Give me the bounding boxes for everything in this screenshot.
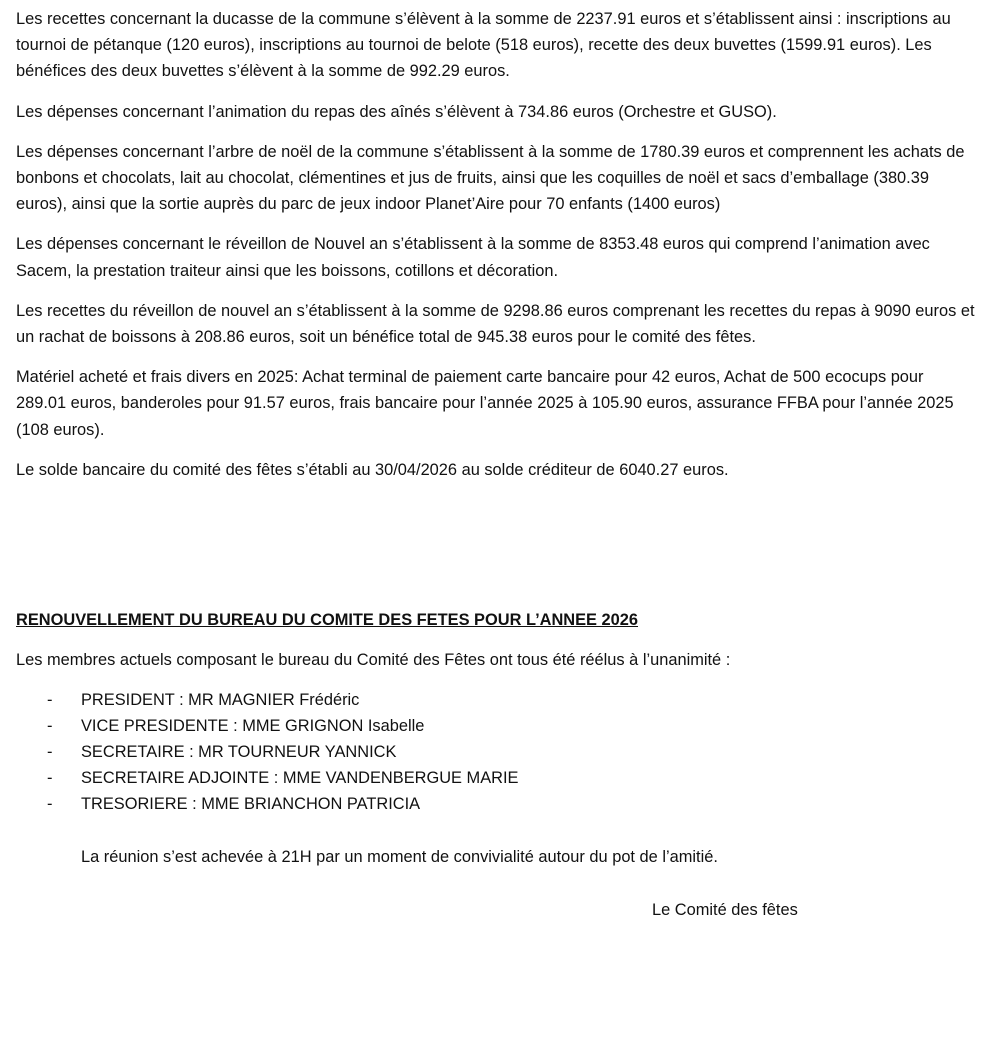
list-item <box>16 765 518 791</box>
paragraph-ducasse-recettes: Les recettes concernant la ducasse de la commune s’élèvent à la somme de 2237.91 euros et s’établissent ainsi : inscriptions au tournoi de pétanque (120 euros), inscriptions au tournoi de belote (518 euros), recette des deux buvettes (1599.91 euros). Les bénéfices des deux buvettes s’élèvent à la somme de 992.29 euros. <box>16 10 951 81</box>
list-item <box>16 713 518 739</box>
member-secretaire: SECRETAIRE : MR TOURNEUR YANNICK <box>81 743 397 761</box>
bullet-dash: - <box>47 795 53 813</box>
closing-sentence: La réunion s’est achevée à 21H par un moment de convivialité autour du pot de l’amitié. <box>81 848 718 866</box>
paragraph-arbre-noel: Les dépenses concernant l’arbre de noël de la commune s’établissent à la somme de 1780.39 euros et comprennent les achats de bonbons et chocolats, lait au chocolat, clémentines et jus de fruits, ainsi que les coquilles de noël et sacs d’emballage (380.39 euros), ainsi que la sortie auprès du parc de jeux indoor Planet’Aire pour 70 enfants (1400 euros) <box>16 142 965 214</box>
bullet-dash: - <box>47 691 53 709</box>
section-intro: Les membres actuels composant le bureau du Comité des Fêtes ont tous été réélus à l’unanimité : <box>16 651 731 669</box>
member-vice-presidente: VICE PRESIDENTE : MME GRIGNON Isabelle <box>81 717 425 735</box>
list-item <box>16 687 518 713</box>
paragraph-reveillon-recettes: Les recettes du réveillon de nouvel an s’établissent à la somme de 9298.86 euros comprenant les recettes du repas à 9090 euros et un rachat de boissons à 208.86 euros, soit un bénéfice total de 945.38 euros pour le comité des fêtes. <box>16 301 975 347</box>
paragraph-repas-aines: Les dépenses concernant l’animation du repas des aînés s’élèvent à 734.86 euros (Orchestre et GUSO). <box>16 102 777 121</box>
paragraph-materiel-frais: Matériel acheté et frais divers en 2025: Achat terminal de paiement carte bancaire pour 42 euros, Achat de 500 ecocups pour 289.01 euros, banderoles pour 91.57 euros, frais bancaire pour l’année 2025 à 105.90 euros, assurance FFBA pour l’année 2025 (108 euros). <box>16 368 954 439</box>
member-tresoriere: TRESORIERE : MME BRIANCHON PATRICIA <box>81 795 421 813</box>
paragraph-solde-bancaire: Le solde bancaire du comité des fêtes s’établi au 30/04/2026 au solde créditeur de 6040.27 euros. <box>16 460 729 479</box>
paragraph-reveillon-depenses: Les dépenses concernant le réveillon de Nouvel an s’établissent à la somme de 8353.48 euros qui comprend l’animation avec Sacem, la prestation traiteur ainsi que les boissons, cotillons et décoration. <box>16 235 930 280</box>
list-item <box>16 739 518 765</box>
signature: Le Comité des fêtes <box>652 901 798 919</box>
bullet-dash: - <box>47 743 53 761</box>
bullet-dash: - <box>47 717 53 735</box>
bullet-dash: - <box>47 769 53 787</box>
members-list <box>16 687 518 817</box>
member-secretaire-adjointe: SECRETAIRE ADJOINTE : MME VANDENBERGUE MARIE <box>81 769 519 787</box>
document-body <box>16 6 976 497</box>
list-item <box>16 791 518 817</box>
section-heading: RENOUVELLEMENT DU BUREAU DU COMITE DES FETES POUR L’ANNEE 2026 <box>16 611 639 629</box>
member-president: PRESIDENT : MR MAGNIER Frédéric <box>81 691 360 709</box>
